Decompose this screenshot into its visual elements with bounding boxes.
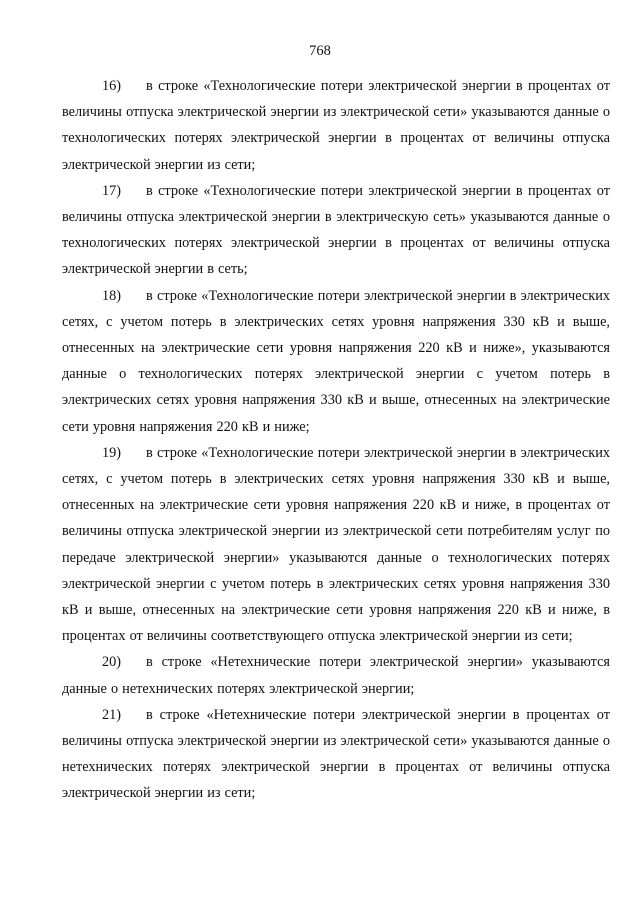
- paragraph-17: [62, 178, 610, 283]
- paragraph-20: [62, 649, 610, 701]
- item-number: 17): [102, 182, 122, 199]
- item-number: 19): [102, 444, 122, 461]
- paragraph-text: в строке «Технологические потери электрической энергии в электрических сетях, с учетом потерь в электрических сетях уровня напряжения 330 кВ и выше, отнесенных на электрические сети уровня напряжения 220 кВ и ниже», указываются данные о технологических потерях электрической энергии с учетом потерь в электрических сетях уровня напряжения 330 кВ и выше, отнесенных на электрические сети уровня напряжения 220 кВ и ниже;: [62, 287, 610, 435]
- item-number: 16): [102, 78, 122, 94]
- document-body: [62, 73, 610, 807]
- paragraph-text: в строке «Нетехнические потери электрической энергии в процентах от величины отпуска электрической энергии из электрической сети» указываются данные о нетехнических потерях электрической энергии в процентах от величины отпуска электрической энергии из сети;: [62, 706, 610, 802]
- item-number: 21): [102, 706, 122, 723]
- item-number: 20): [102, 654, 122, 671]
- item-number: 18): [102, 287, 122, 304]
- paragraph-18: [62, 283, 610, 440]
- paragraph-16: [62, 73, 610, 178]
- paragraph-text: в строке «Технологические потери электрической энергии в электрических сетях, с учетом потерь в электрических сетях уровня напряжения 330 кВ и выше, отнесенных на электрические сети уровня напряжения 220 кВ и ниже, в процентах от величины отпуска электрической энергии из электрической сети потребителям услуг по передаче электрической энергии» указываются данные о технологических потерях электрической энергии с учетом потерь в электрических сетях уровня напряжения 330 кВ и выше, отнесенных на электрические сети уровня напряжения 220 кВ и ниже, в процентах от величины соответствующего отпуска электрической энергии из сети;: [62, 444, 610, 645]
- paragraph-text: в строке «Технологические потери электрической энергии в процентах от величины отпуска электрической энергии в электрическую сеть» указываются данные о технологических потерях электрической энергии в процентах от величины отпуска электрической энергии в сеть;: [62, 182, 610, 278]
- paragraph-21: [62, 702, 610, 807]
- page-number: 768: [309, 43, 331, 59]
- paragraph-text: в строке «Нетехнические потери электрической энергии» указываются данные о нетехнических потерях электрической энергии;: [62, 654, 610, 697]
- paragraph-19: [62, 440, 610, 650]
- paragraph-text: в строке «Технологические потери электрической энергии в процентах от величины отпуска электрической энергии из электрической сети» указываются данные о технологических потерях электрической энергии в процентах от величины отпуска электрической энергии из сети;: [62, 78, 610, 173]
